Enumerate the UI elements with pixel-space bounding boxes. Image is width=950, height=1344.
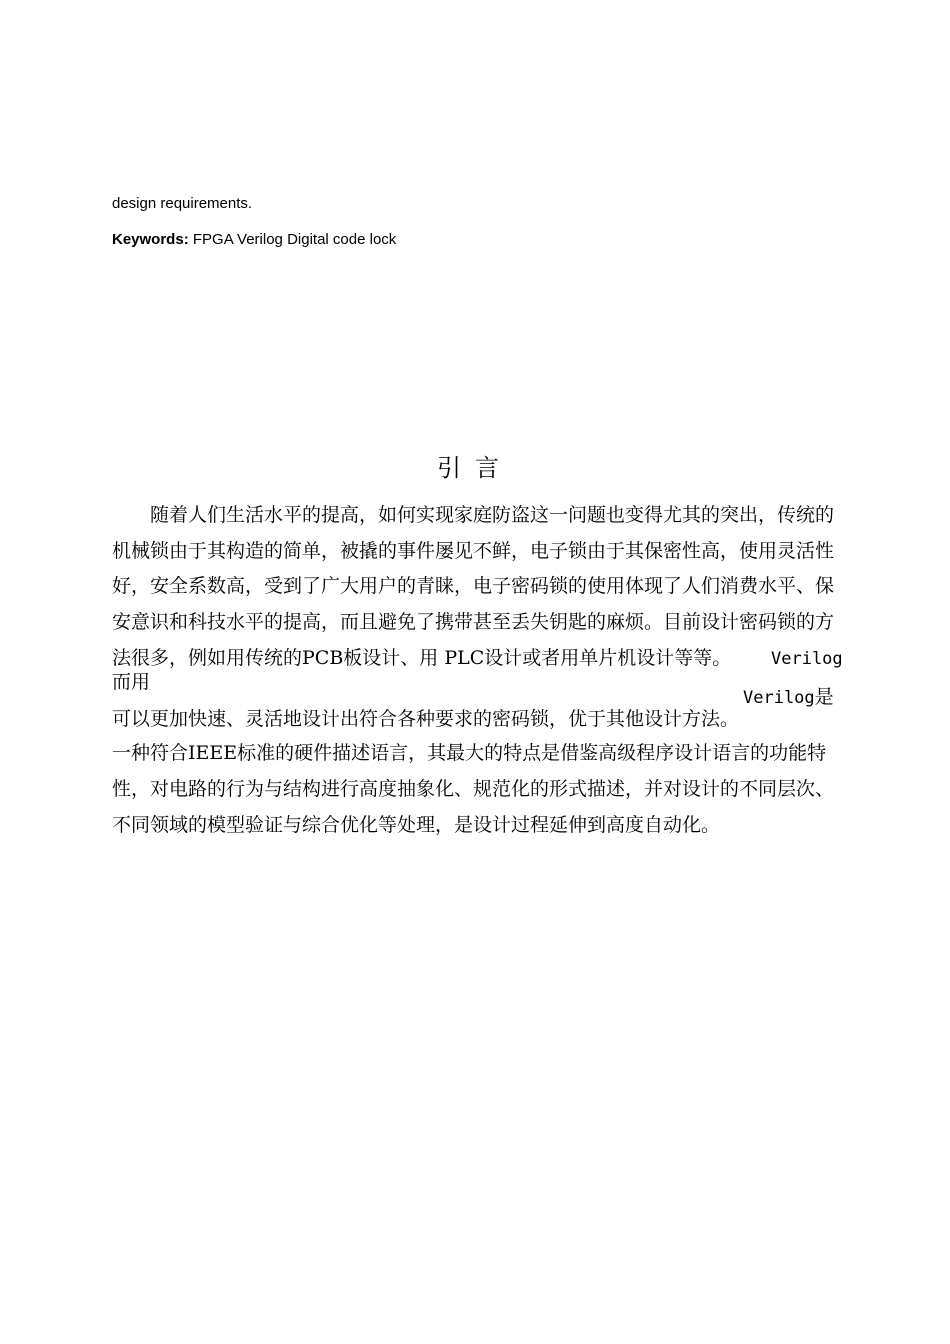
paragraph-float-shi: 是 — [814, 686, 834, 708]
paragraph-float-verilog-1: Verilog — [771, 649, 843, 669]
paragraph-line-9: 性，对电路的行为与结构进行高度抽象化、规范化的形式描述，并对设计的不同层次、 — [112, 778, 835, 800]
paragraph-line-3: 好，安全系数高，受到了广大用户的青睐，电子密码锁的使用体现了人们消费水平、保 — [112, 575, 835, 597]
paragraph-float-verilog-2: Verilog — [743, 688, 815, 708]
paragraph-float-verilog-shi — [743, 682, 834, 709]
abstract-tail-text: design requirements. — [112, 195, 253, 212]
paragraph-line-8: 一种符合IEEE标准的硬件描述语言，其最大的特点是借鉴高级程序设计语言的功能特 — [112, 742, 827, 764]
keywords-value: FPGA Verilog Digital code lock — [188, 231, 397, 248]
keywords-line — [112, 231, 396, 248]
paragraph-line-6: 而用 — [112, 671, 151, 693]
paragraph-line-1: 随着人们生活水平的提高，如何实现家庭防盗这一问题也变得尤其的突出，传统的 — [150, 504, 835, 526]
paragraph-line-5: 法很多，例如用传统的PCB板设计、用 PLC设计或者用单片机设计等等。 — [112, 647, 732, 669]
paragraph-line-10: 不同领域的模型验证与综合优化等处理，是设计过程延伸到高度自动化。 — [112, 814, 721, 836]
paragraph-line-7: 可以更加快速、灵活地设计出符合各种要求的密码锁，优于其他设计方法。 — [112, 708, 740, 730]
keywords-label: Keywords: — [112, 231, 189, 248]
paragraph-line-2: 机械锁由于其构造的简单，被撬的事件屡见不鲜，电子锁由于其保密性高，使用灵活性 — [112, 540, 835, 562]
section-title: 引言 — [437, 454, 513, 482]
paragraph-line-4: 安意识和科技水平的提高，而且避免了携带甚至丢失钥匙的麻烦。目前设计密码锁的方 — [112, 611, 835, 633]
